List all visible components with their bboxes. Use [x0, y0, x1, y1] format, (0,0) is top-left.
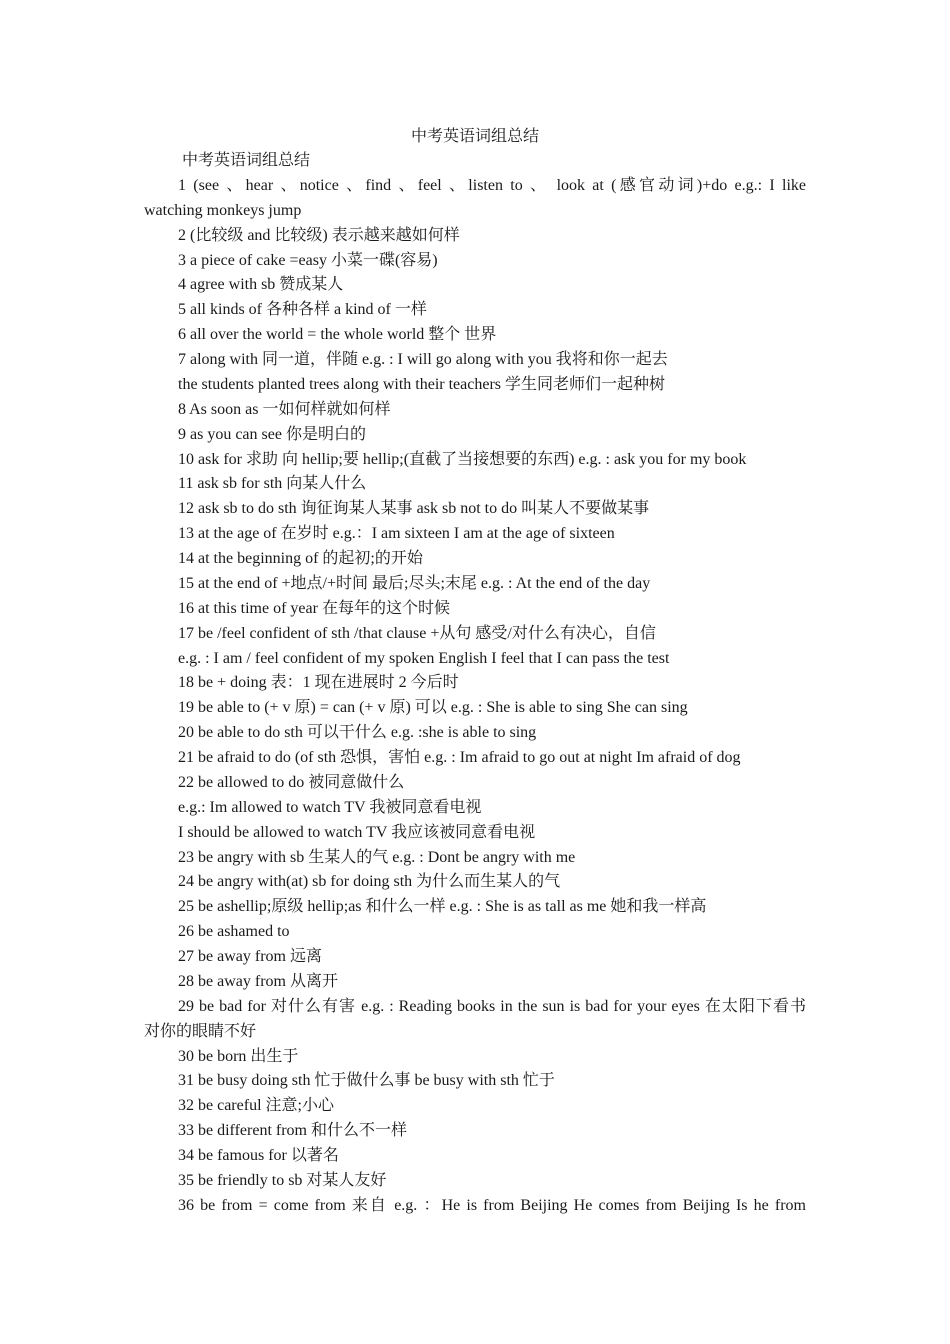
text-line: 中考英语词组总结 — [182, 152, 311, 169]
text-line: 36 be from = come from 来自 e.g. ：He is from Beijing He comes from Beijing Is he from — [178, 1196, 806, 1214]
text-line: 11 ask sb for sth 向某人什么 — [178, 475, 367, 493]
text-line: 17 be /feel confident of sth /that clause +从句 感受/对什么有决心，自信 — [178, 624, 656, 642]
text-line: e.g. : I am / feel confident of my spoken English I feel that I can pass the test — [178, 649, 670, 667]
text-line: 23 be angry with sb 生某人的气 e.g. : Dont be angry with me — [178, 848, 576, 866]
text-line: 5 all kinds of 各种各样 a kind of 一样 — [178, 301, 427, 319]
text-line: 25 be ashellip;原级 hellip;as 和什么一样 e.g. : She is as tall as me 她和我一样高 — [178, 898, 707, 916]
text-line: 15 at the end of +地点/+时间 最后;尽头;末尾 e.g. : At the end of the day — [178, 574, 651, 592]
text-line: 22 be allowed to do 被同意做什么 — [178, 773, 405, 791]
text-line: 4 agree with sb 赞成某人 — [178, 276, 344, 294]
text-line: e.g.: Im allowed to watch TV 我被同意看电视 — [178, 798, 482, 816]
text-line: 24 be angry with(at) sb for doing sth 为什么而生某人的气 — [178, 873, 561, 891]
text-line: 33 be different from 和什么不一样 — [178, 1122, 407, 1140]
document-body — [144, 149, 806, 1219]
text-line: 20 be able to do sth 可以干什么 e.g. :she is able to sing — [178, 724, 537, 742]
text-line: 12 ask sb to do sth 询征询某人某事 ask sb not to do 叫某人不要做某事 — [178, 500, 650, 518]
text-line: 14 at the beginning of 的起初;的开始 — [178, 550, 423, 567]
text-line: 28 be away from 从离开 — [178, 972, 338, 990]
text-line: 8 As soon as 一如何样就如何样 — [178, 400, 391, 418]
text-line: 1 (see 、hear 、notice 、find 、feel 、listen to 、 look at (感官动词)+do e.g.: I like — [178, 176, 806, 194]
text-line: I should be allowed to watch TV 我应该被同意看电视 — [178, 823, 536, 841]
text-line: 16 at this time of year 在每年的这个时候 — [178, 599, 450, 617]
text-line: 10 ask for 求助 向 hellip;要 hellip;(直截了当接想要的东西) e.g. : ask you for my book — [178, 450, 747, 468]
text-line: 3 a piece of cake =easy 小菜一碟(容易) — [178, 251, 438, 269]
text-line: 6 all over the world = the whole world 整个 世界 — [178, 326, 497, 344]
text-line: 29 be bad for 对什么有害 e.g. : Reading books in the sun is bad for your eyes 在太阳下看书 — [178, 997, 806, 1015]
text-line: 13 at the age of 在岁时 e.g.：I am sixteen I am at the age of sixteen — [178, 525, 615, 543]
text-line: 32 be careful 注意;小心 — [178, 1097, 334, 1115]
text-line: 9 as you can see 你是明白的 — [178, 425, 366, 443]
text-line: 21 be afraid to do (of sth 恐惧，害怕 e.g. : Im afraid to go out at night Im afraid of dog — [178, 749, 741, 766]
text-line: 7 along with 同一道，伴随 e.g. : I will go along with you 我将和你一起去 — [178, 351, 668, 368]
text-line: 27 be away from 远离 — [178, 948, 322, 965]
text-line: 26 be ashamed to — [178, 923, 290, 941]
text-line: 19 be able to (+ v 原) = can (+ v 原) 可以 e.g. : She is able to sing She can sing — [178, 699, 688, 717]
text-line: 34 be famous for 以著名 — [178, 1147, 339, 1164]
text-line: 31 be busy doing sth 忙于做什么事 be busy with sth 忙于 — [178, 1072, 555, 1090]
text-line: 2 (比较级 and 比较级) 表示越来越如何样 — [178, 226, 460, 244]
text-line: 35 be friendly to sb 对某人友好 — [178, 1171, 387, 1189]
text-line: 对你的眼睛不好 — [144, 1022, 257, 1040]
text-line: watching monkeys jump — [144, 201, 302, 219]
document-title: 中考英语词组总结 — [410, 126, 539, 145]
text-line: the students planted trees along with their teachers 学生同老师们一起种树 — [178, 375, 666, 393]
text-line: 30 be born 出生于 — [178, 1047, 299, 1065]
text-line: 18 be + doing 表：1 现在进展时 2 今后时 — [178, 674, 459, 692]
